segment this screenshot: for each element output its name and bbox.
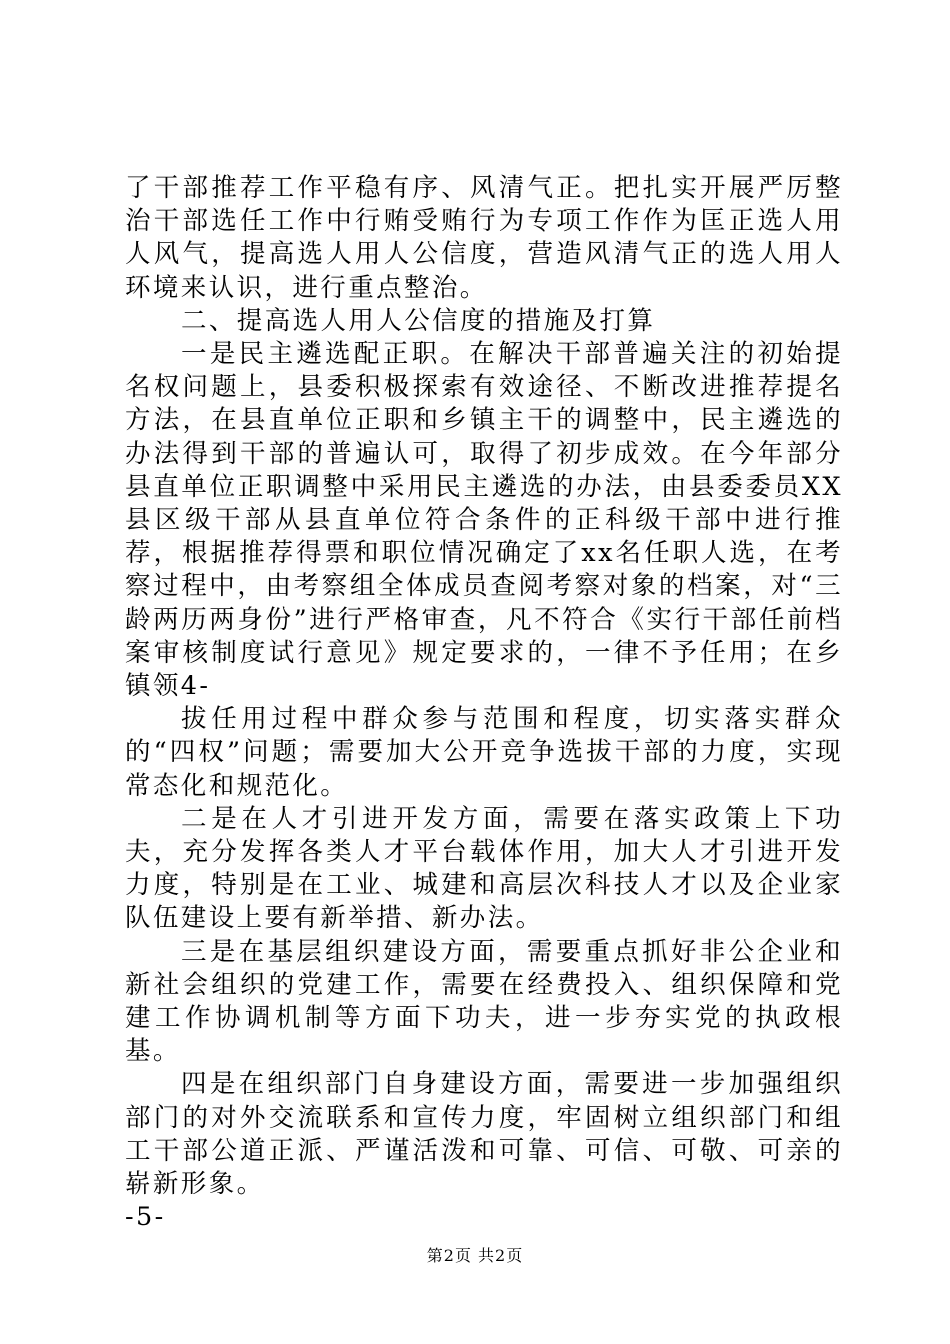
paragraph-department-self-building: 四是在组织部门自身建设方面，需要进一步加强组织部门的对外交流联系和宣传力度，牢固树立组织部门和组工干部公道正派、严谨活泼和可靠、可信、可敬、可亲的崭新形象。	[125, 1069, 843, 1200]
paragraph-talent-development: 二是在人才引进开发方面，需要在落实政策上下功夫，充分发挥各类人才平台载体作用，加大人才引进开发力度，特别是在工业、城建和高层次科技人才以及企业家队伍建设上要有新举措、新办法。	[125, 803, 843, 934]
section-heading: 二、提高选人用人公信度的措施及打算	[181, 305, 656, 336]
paragraph-democratic-selection: 一是民主遴选配正职。在解决干部普遍关注的初始提名权问题上，县委积极探索有效途径、不断改进推荐提名方法，在县直单位正职和乡镇主干的调整中，民主遴选的办法得到干部的普遍认可，取得了初步成效。在今年部分县直单位正职调整中采用民主遴选的办法，由县委委员XX县区级干部从县直单位符合条件的正科级干部中进行推荐，根据推荐得票和职位情况确定了xx名任职人选，在考察过程中，由考察组全体成员查阅考察对象的档案，对“三龄两历两身份”进行严格审查，凡不符合《实行干部任前档案审核制度试行意见》规定要求的，一律不予任用；在乡镇领4-	[125, 339, 843, 702]
paragraph-public-participation: 拔任用过程中群众参与范围和程度，切实落实群众的“四权”问题；需要加大公开竞争选拔干部的力度，实现常态化和规范化。	[125, 704, 843, 801]
paragraph-grassroots-organization: 三是在基层组织建设方面，需要重点抓好非公企业和新社会组织的党建工作，需要在经费投入、组织保障和党建工作协调机制等方面下功夫，进一步夯实党的执政根基。	[125, 936, 843, 1067]
page-footer: 第2页 共2页	[426, 1246, 524, 1265]
paragraph-continuation: 了干部推荐工作平稳有序、风清气正。把扎实开展严厉整治干部选任工作中行贿受贿行为专项工作作为匡正选人用人风气，提高选人用人公信度，营造风清气正的选人用人环境来认识，进行重点整治。	[125, 173, 843, 303]
inline-page-number: -5-	[125, 1202, 166, 1233]
document-body	[125, 172, 843, 1235]
